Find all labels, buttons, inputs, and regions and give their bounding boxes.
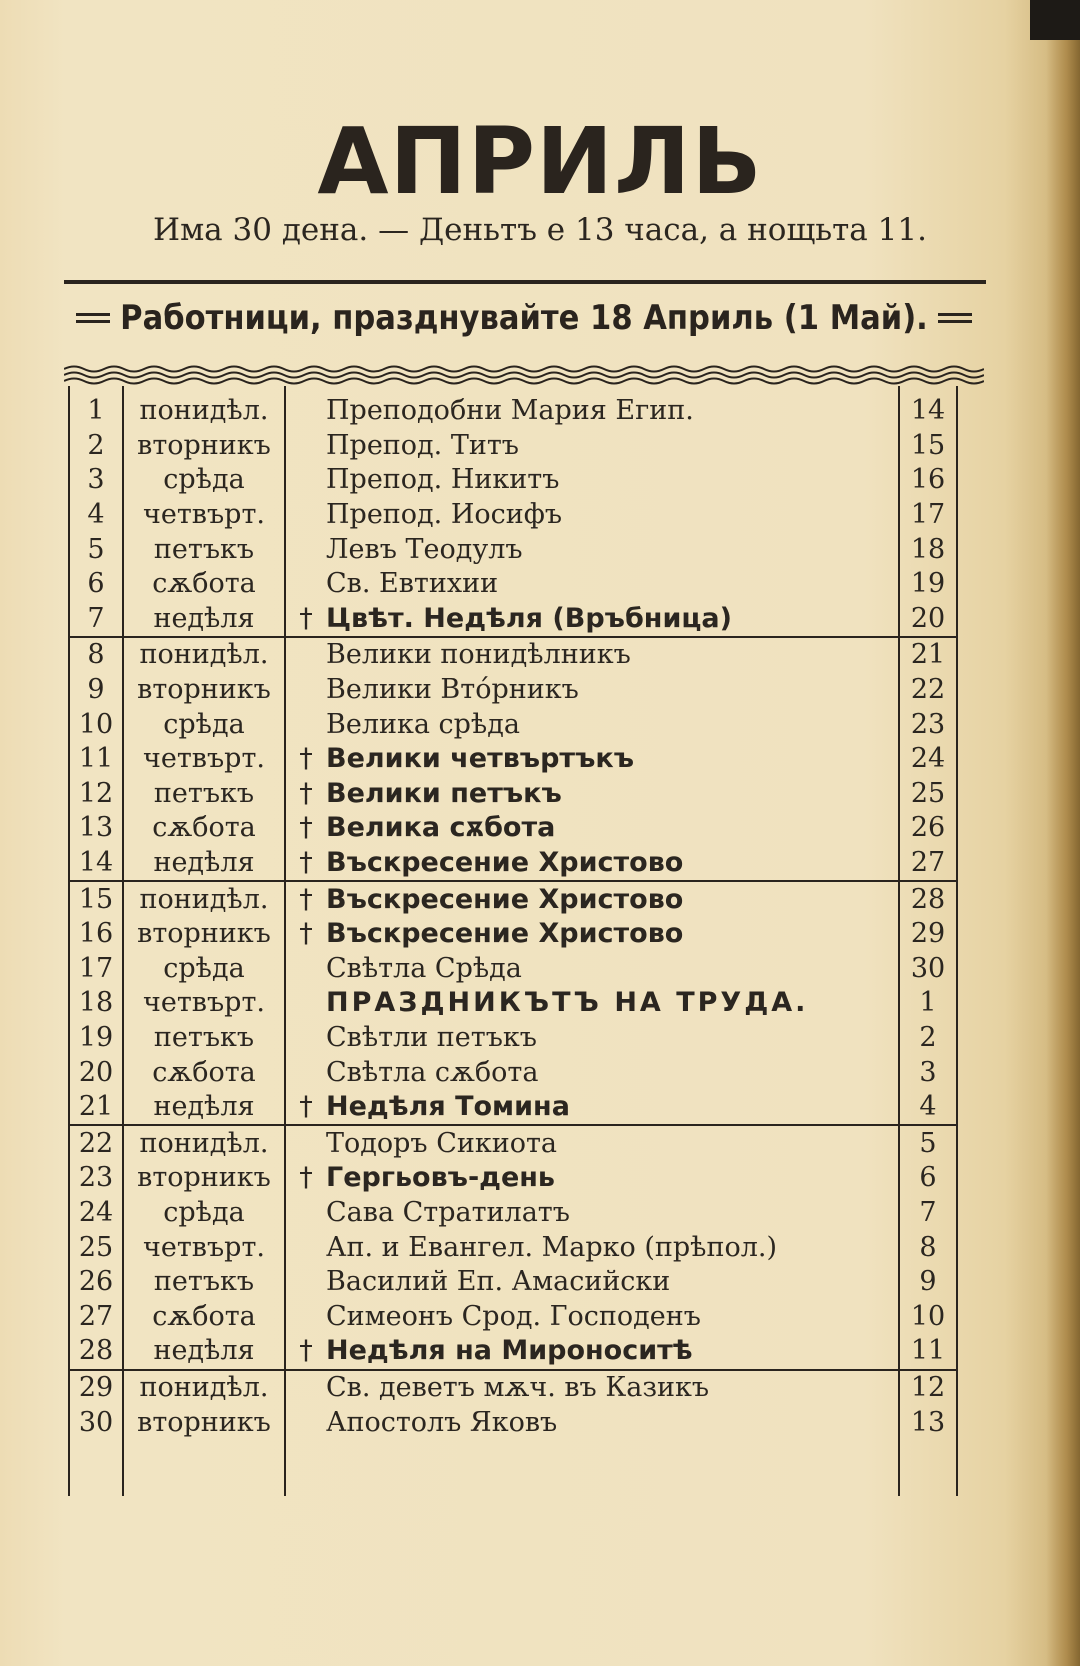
scan-corner-shadow: [1030, 0, 1080, 40]
old-style-day: 13: [899, 1405, 957, 1440]
calendar-row: [69, 532, 957, 567]
saint-cell: [285, 498, 899, 533]
saint-name: Св. деветъ мѫч. въ Казикъ: [326, 1371, 710, 1403]
old-style-day: 18: [899, 532, 957, 567]
saint-cell: [285, 707, 899, 742]
old-style-day: 24: [899, 742, 957, 777]
wavy-divider: [64, 364, 984, 386]
weekday: недѣля: [123, 602, 285, 638]
calendar-row: [69, 463, 957, 498]
day-number: 9: [69, 673, 123, 708]
saint-name: Апостолъ Яковъ: [326, 1406, 558, 1438]
saint-cell: [285, 846, 899, 882]
weekday: недѣля: [123, 1090, 285, 1126]
day-number: 20: [69, 1055, 123, 1090]
weekday: петъкъ: [123, 777, 285, 812]
weekday: вторникъ: [123, 917, 285, 952]
cross-icon: †: [299, 847, 313, 879]
month-subtitle: Има 30 дена. — Деньтъ е 13 часа, а нощьта 11.: [153, 212, 927, 248]
cross-icon: †: [299, 1335, 313, 1367]
saint-cell: [285, 811, 899, 846]
saint-name: Велики петъкъ: [326, 777, 562, 809]
saint-name: Въскресение Христово: [326, 883, 684, 915]
saint-name: Преподобни Мария Егип.: [326, 395, 694, 427]
cross-icon: †: [299, 1091, 313, 1123]
old-style-day: 6: [899, 1161, 957, 1196]
saint-name: Недѣля на Мироноситѣ: [326, 1335, 693, 1367]
old-style-day: 25: [899, 777, 957, 812]
day-number: 4: [69, 498, 123, 533]
day-number: 25: [69, 1230, 123, 1265]
saint-name: Цвѣт. Недѣля (Връбница): [326, 602, 732, 634]
day-number: 12: [69, 777, 123, 812]
old-style-day: 29: [899, 917, 957, 952]
weekday: срѣда: [123, 1196, 285, 1231]
day-number: 16: [69, 917, 123, 952]
day-number: 3: [69, 463, 123, 498]
old-style-day: 3: [899, 1055, 957, 1090]
saint-name: ПРАЗДНИКЪТЪ НА ТРУДА.: [326, 987, 809, 1019]
weekday: сѫбота: [123, 811, 285, 846]
left-ornament-icon: [76, 310, 110, 326]
weekday: четвърт.: [123, 742, 285, 777]
old-style-day: 8: [899, 1230, 957, 1265]
weekday: срѣда: [123, 952, 285, 987]
calendar-row: [69, 1125, 957, 1161]
saint-name: Василий Еп. Амасийски: [326, 1266, 671, 1298]
saint-cell: [285, 1265, 899, 1300]
day-number: 10: [69, 707, 123, 742]
calendar-row: [69, 673, 957, 708]
saint-cell: [285, 1334, 899, 1370]
old-style-day: 14: [899, 386, 957, 429]
saint-cell: [285, 742, 899, 777]
old-style-day: 16: [899, 463, 957, 498]
saint-name: Велики четвъртъкъ: [326, 743, 634, 775]
month-title: АПРИЛЬ: [317, 108, 763, 215]
day-number: 21: [69, 1090, 123, 1126]
day-number: 24: [69, 1196, 123, 1231]
old-style-day: 20: [899, 602, 957, 638]
saint-name: Свѣтли петъкъ: [326, 1021, 537, 1053]
day-number: 26: [69, 1265, 123, 1300]
weekday: понидѣл.: [123, 881, 285, 917]
weekday: срѣда: [123, 463, 285, 498]
day-number: 13: [69, 811, 123, 846]
day-number: 7: [69, 602, 123, 638]
saint-cell: [285, 917, 899, 952]
calendar-row: [69, 811, 957, 846]
tail-cell: [123, 1440, 285, 1496]
old-style-day: 1: [899, 986, 957, 1021]
saint-cell: [285, 881, 899, 917]
weekday: понидѣл.: [123, 637, 285, 673]
saint-cell: [285, 463, 899, 498]
weekday: сѫбота: [123, 567, 285, 602]
day-number: 1: [69, 386, 123, 429]
saint-name: Велика срѣда: [326, 708, 520, 740]
tail-cell: [285, 1440, 899, 1496]
saint-name: Препод. Титъ: [326, 429, 519, 461]
tail-cell: [899, 1440, 957, 1496]
weekday: сѫбота: [123, 1055, 285, 1090]
saint-cell: [285, 1405, 899, 1440]
calendar-row: [69, 707, 957, 742]
day-number: 29: [69, 1370, 123, 1406]
old-style-day: 12: [899, 1370, 957, 1406]
old-style-day: 15: [899, 429, 957, 464]
old-style-day: 5: [899, 1125, 957, 1161]
saint-cell: [285, 1125, 899, 1161]
calendar-row: [69, 1265, 957, 1300]
page-edge-shadow: [1046, 0, 1080, 1666]
old-style-day: 19: [899, 567, 957, 602]
saint-cell: [285, 1299, 899, 1334]
saint-name: Въскресение Христово: [326, 847, 684, 879]
saint-cell: [285, 532, 899, 567]
saint-cell: [285, 429, 899, 464]
calendar-row: [69, 846, 957, 882]
old-style-day: 2: [899, 1021, 957, 1056]
calendar-row: [69, 1334, 957, 1370]
old-style-day: 22: [899, 673, 957, 708]
day-number: 5: [69, 532, 123, 567]
calendar-row: [69, 1405, 957, 1440]
cross-icon: †: [299, 1162, 313, 1194]
saint-name: Недѣля Томина: [326, 1091, 570, 1123]
day-number: 30: [69, 1405, 123, 1440]
top-rule: [64, 280, 986, 284]
saint-cell: [285, 602, 899, 638]
cross-icon: †: [299, 918, 313, 950]
day-number: 2: [69, 429, 123, 464]
day-number: 14: [69, 846, 123, 882]
day-number: 27: [69, 1299, 123, 1334]
calendar-row: [69, 1161, 957, 1196]
day-number: 15: [69, 881, 123, 917]
day-number: 22: [69, 1125, 123, 1161]
old-style-day: 27: [899, 846, 957, 882]
weekday: недѣля: [123, 1334, 285, 1370]
calendar-row: [69, 1299, 957, 1334]
weekday: вторникъ: [123, 429, 285, 464]
weekday: четвърт.: [123, 498, 285, 533]
weekday: вторникъ: [123, 1161, 285, 1196]
old-style-day: 11: [899, 1334, 957, 1370]
day-number: 17: [69, 952, 123, 987]
weekday: понидѣл.: [123, 1370, 285, 1406]
saint-cell: [285, 386, 899, 429]
cross-icon: †: [299, 883, 313, 915]
old-style-day: 21: [899, 637, 957, 673]
saint-cell: [285, 1090, 899, 1126]
calendar-row: [69, 917, 957, 952]
saint-cell: [285, 1230, 899, 1265]
weekday: петъкъ: [123, 1021, 285, 1056]
weekday: срѣда: [123, 707, 285, 742]
old-style-day: 4: [899, 1090, 957, 1126]
day-number: 19: [69, 1021, 123, 1056]
calendar-row: [69, 1090, 957, 1126]
calendar-row: [69, 881, 957, 917]
calendar-row: [69, 498, 957, 533]
saint-cell: [285, 952, 899, 987]
saint-name: Велика сѫбота: [326, 812, 556, 844]
calendar-row: [69, 386, 957, 429]
weekday: сѫбота: [123, 1299, 285, 1334]
calendar-row: [69, 1230, 957, 1265]
old-style-day: 30: [899, 952, 957, 987]
saint-name: Симеонъ Срод. Господенъ: [326, 1300, 701, 1332]
old-style-day: 26: [899, 811, 957, 846]
old-style-day: 17: [899, 498, 957, 533]
calendar-row: [69, 952, 957, 987]
saint-name: Ап. и Евангел. Марко (прѣпол.): [326, 1231, 777, 1263]
saint-cell: [285, 1021, 899, 1056]
calendar-row: [69, 1370, 957, 1406]
calendar-table: [68, 386, 958, 1496]
calendar-row: [69, 1196, 957, 1231]
saint-cell: [285, 777, 899, 812]
cross-icon: †: [299, 602, 313, 634]
saint-name: Левъ Теодулъ: [326, 533, 523, 565]
saint-cell: [285, 567, 899, 602]
weekday: четвърт.: [123, 1230, 285, 1265]
saint-name: Св. Евтихии: [326, 568, 499, 600]
weekday: петъкъ: [123, 532, 285, 567]
calendar-row: [69, 429, 957, 464]
calendar-row: [69, 1021, 957, 1056]
calendar-row: [69, 986, 957, 1021]
calendar-row: [69, 567, 957, 602]
weekday: четвърт.: [123, 986, 285, 1021]
cross-icon: †: [299, 812, 313, 844]
saint-name: Сава Стратилатъ: [326, 1196, 570, 1228]
saint-cell: [285, 1161, 899, 1196]
saint-name: Гергьовъ-день: [326, 1162, 555, 1194]
weekday: вторникъ: [123, 1405, 285, 1440]
saint-name: Тодоръ Сикиота: [326, 1127, 558, 1159]
saint-name: Велики понидѣлникъ: [326, 639, 631, 671]
saint-cell: [285, 637, 899, 673]
calendar-row: [69, 602, 957, 638]
weekday: понидѣл.: [123, 1125, 285, 1161]
saint-cell: [285, 1370, 899, 1406]
cross-icon: †: [299, 743, 313, 775]
calendar-row: [69, 1055, 957, 1090]
old-style-day: 9: [899, 1265, 957, 1300]
tail-cell: [69, 1440, 123, 1496]
day-number: 6: [69, 567, 123, 602]
day-number: 28: [69, 1334, 123, 1370]
weekday: недѣля: [123, 846, 285, 882]
calendar-row: [69, 637, 957, 673]
old-style-day: 10: [899, 1299, 957, 1334]
saint-name: Препод. Никитъ: [326, 464, 560, 496]
saint-cell: [285, 986, 899, 1021]
day-number: 8: [69, 637, 123, 673]
saint-cell: [285, 1055, 899, 1090]
weekday: петъкъ: [123, 1265, 285, 1300]
calendar-row: [69, 742, 957, 777]
calendar-row: [69, 777, 957, 812]
day-number: 18: [69, 986, 123, 1021]
saint-name: Свѣтла Срѣда: [326, 952, 522, 984]
weekday: вторникъ: [123, 673, 285, 708]
saint-name: Въскресение Христово: [326, 918, 684, 950]
saint-name: Препод. Иосифъ: [326, 499, 563, 531]
old-style-day: 7: [899, 1196, 957, 1231]
saint-cell: [285, 673, 899, 708]
table-tail: [69, 1440, 957, 1496]
slogan-text: Работници, празднувайте 18 Априль (1 Май).: [120, 298, 928, 338]
saint-name: Велики Втóрникъ: [326, 674, 579, 706]
right-ornament-icon: [938, 310, 972, 326]
old-style-day: 28: [899, 881, 957, 917]
saint-cell: [285, 1196, 899, 1231]
day-number: 11: [69, 742, 123, 777]
saint-name: Свѣтла сѫбота: [326, 1056, 539, 1088]
old-style-day: 23: [899, 707, 957, 742]
cross-icon: †: [299, 777, 313, 809]
slogan-line: [64, 298, 984, 338]
weekday: понидѣл.: [123, 386, 285, 429]
calendar-body: [69, 386, 957, 1496]
day-number: 23: [69, 1161, 123, 1196]
